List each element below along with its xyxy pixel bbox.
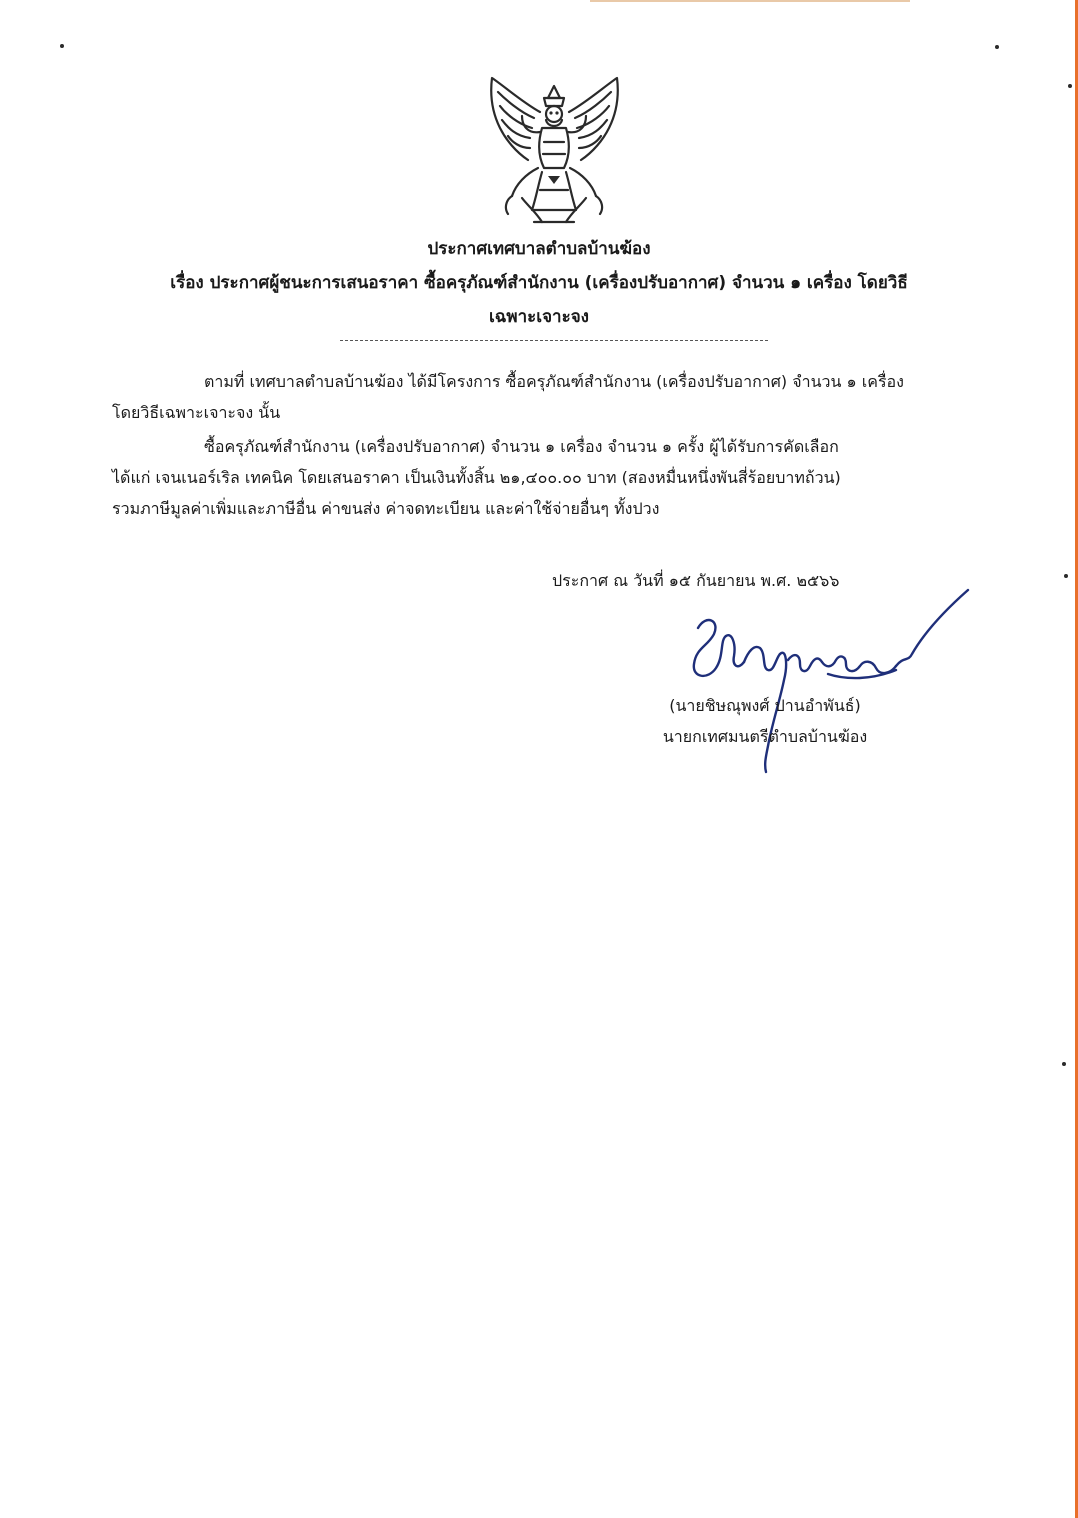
signer-title: นายกเทศมนตรีตำบลบ้านฆ้อง (662, 727, 868, 746)
scan-speck (1068, 84, 1072, 88)
header-separator (340, 340, 768, 341)
document-subject-line-2: เฉพาะเจาะจง (489, 307, 589, 327)
signature (676, 584, 976, 784)
scan-speck (1062, 1062, 1066, 1066)
scan-edge-top (590, 0, 910, 2)
paragraph-1-line-2: โดยวิธีเฉพาะเจาะจง นั้น (112, 403, 281, 422)
announcement-date: ประกาศ ณ วันที่ ๑๕ กันยายน พ.ศ. ๒๕๖๖ (552, 571, 840, 590)
paragraph-2-line-1: ซื้อครุภัณฑ์สำนักงาน (เครื่องปรับอากาศ) จำนวน ๑ เครื่อง จำนวน ๑ ครั้ง ผู้ได้รับการคัดเลือก (204, 437, 839, 456)
paragraph-2 (112, 431, 996, 524)
garuda-emblem-icon (482, 72, 627, 232)
scan-speck (1064, 574, 1068, 578)
scan-speck (60, 44, 64, 48)
signer-name: (นายชิษณุพงศ์ ปานอำพันธ์) (669, 696, 861, 715)
paragraph-2-line-3: รวมภาษีมูลค่าเพิ่มและภาษีอื่น ค่าขนส่ง ค่าจดทะเบียน และค่าใช้จ่ายอื่นๆ ทั้งปวง (112, 499, 660, 518)
paragraph-1-line-1: ตามที่ เทศบาลตำบลบ้านฆ้อง ได้มีโครงการ ซื้อครุภัณฑ์สำนักงาน (เครื่องปรับอากาศ) จำนวน ๑ เครื่อง (204, 372, 904, 391)
document-header (0, 232, 1078, 334)
paragraph-2-line-2: ได้แก่ เจนเนอร์เริล เทคนิค โดยเสนอราคา เป็นเงินทั้งสิ้น ๒๑,๔๐๐.๐๐ บาท (สองหมื่นหนึ่งพันสี่ร้อยบาทถ้วน) (112, 468, 841, 487)
document-subject-line-1: เรื่อง ประกาศผู้ชนะการเสนอราคา ซื้อครุภัณฑ์สำนักงาน (เครื่องปรับอากาศ) จำนวน ๑ เครื่อง โดยวิธี (170, 273, 908, 293)
document-title: ประกาศเทศบาลตำบลบ้านฆ้อง (427, 239, 651, 259)
paragraph-1 (112, 366, 996, 428)
signer-block (620, 690, 910, 752)
scan-speck (995, 45, 999, 49)
